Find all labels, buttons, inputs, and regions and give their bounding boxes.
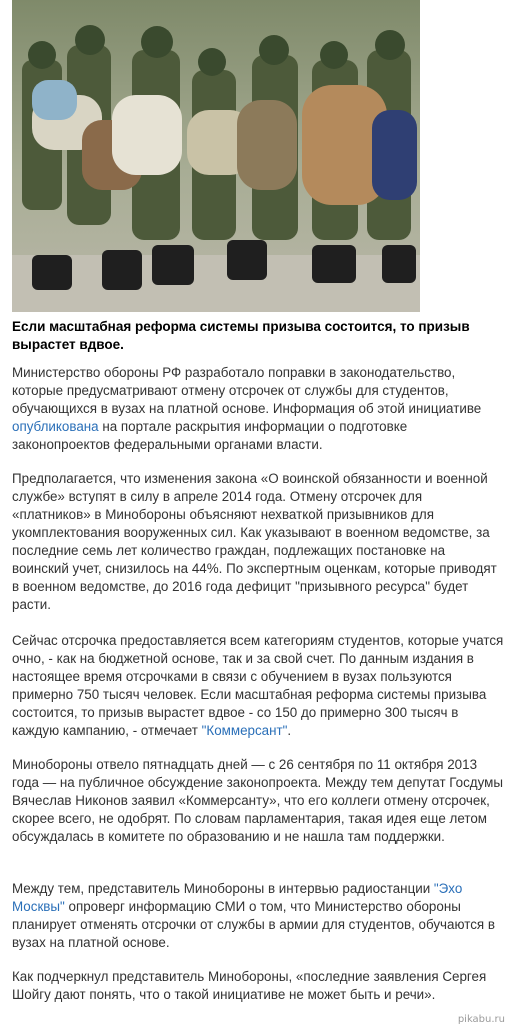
link-published[interactable]: опубликована — [12, 419, 99, 434]
paragraph-1-text-after: на портале раскрытия информации о подготовке законопроектов федеральными органами власти. — [12, 419, 408, 452]
paragraph-4: Минобороны отвело пятнадцать дней — с 26 сентября по 11 октября 2013 года — на публичное обсуждение законопроекта. Между тем депутат Госдумы Вячеслав Никонов заявил «Коммерсанту», что его коллеги отмену отсрочек, скорее всего, не одобрят. По словам парламентария, такая идея еще летом обсуждалась в комитете по образованию и не нашла там поддержки. — [12, 757, 503, 844]
paragraph-1 — [12, 364, 504, 454]
paragraph-5-text-after: опроверг информацию СМИ о том, что Министерство обороны планирует отменять отсрочки от службы в армии для студентов, обучаются в вузах на платной основе. — [12, 899, 495, 950]
article-photo — [12, 0, 420, 312]
paragraph-1-text-before: Министерство обороны РФ разработало поправки в законодательство, которые предусматривают отмену отсрочек от службы для студентов, обучающихся в вузах на платной основе. Информация об этой инициативе — [12, 365, 482, 416]
paragraph-5 — [12, 880, 504, 952]
link-kommersant[interactable]: "Коммерсант" — [201, 723, 288, 738]
article-lead: Если масштабная реформа системы призыва состоится, то призыв вырастет вдвое. — [12, 319, 470, 352]
paragraph-6: Как подчеркнул представитель Минобороны, «последние заявления Сергея Шойгу дают понять, что о такой инициативе не может быть и речи». — [12, 969, 487, 1002]
paragraph-3-text-after: . — [287, 723, 292, 738]
paragraph-3-text-before: Сейчас отсрочка предоставляется всем категориям студентов, которые учатся очно, - как на бюджетной основе, так и за свой счет. По данным издания в настоящее время отсрочками в связи с обучением в вузах пользуются примерно 750 тысяч человек. Если масштабная реформа системы призыва состоится, то призыв вырастет вдвое - со 150 до примерно 300 тысяч в каждую кампанию, - отмечает — [12, 633, 504, 738]
link-echo-moskvy[interactable]: "Эхо Москвы" — [12, 881, 463, 914]
paragraph-2: Предполагается, что изменения закона «О воинской обязанности и военной службе» вступят в силу в апреле 2014 года. Отмену отсрочек для «платников» в Минобороны объясняют нехваткой призывников для укомплектования вооруженных сил. Как указывают в военном ведомстве, за последние семь лет количество граждан, подлежащих постановке на воинский учет, снизилось на 44%. По экспертным оценкам, которые приводят в военном ведомстве, до 2016 года дефицит "призывного ресурса" будет расти. — [12, 471, 497, 612]
watermark: pikabu.ru — [457, 1014, 505, 1025]
paragraph-5-text-before: Между тем, представитель Минобороны в интервью радиостанции — [12, 881, 434, 896]
paragraph-3 — [12, 632, 504, 740]
soldiers-photo — [12, 0, 420, 312]
